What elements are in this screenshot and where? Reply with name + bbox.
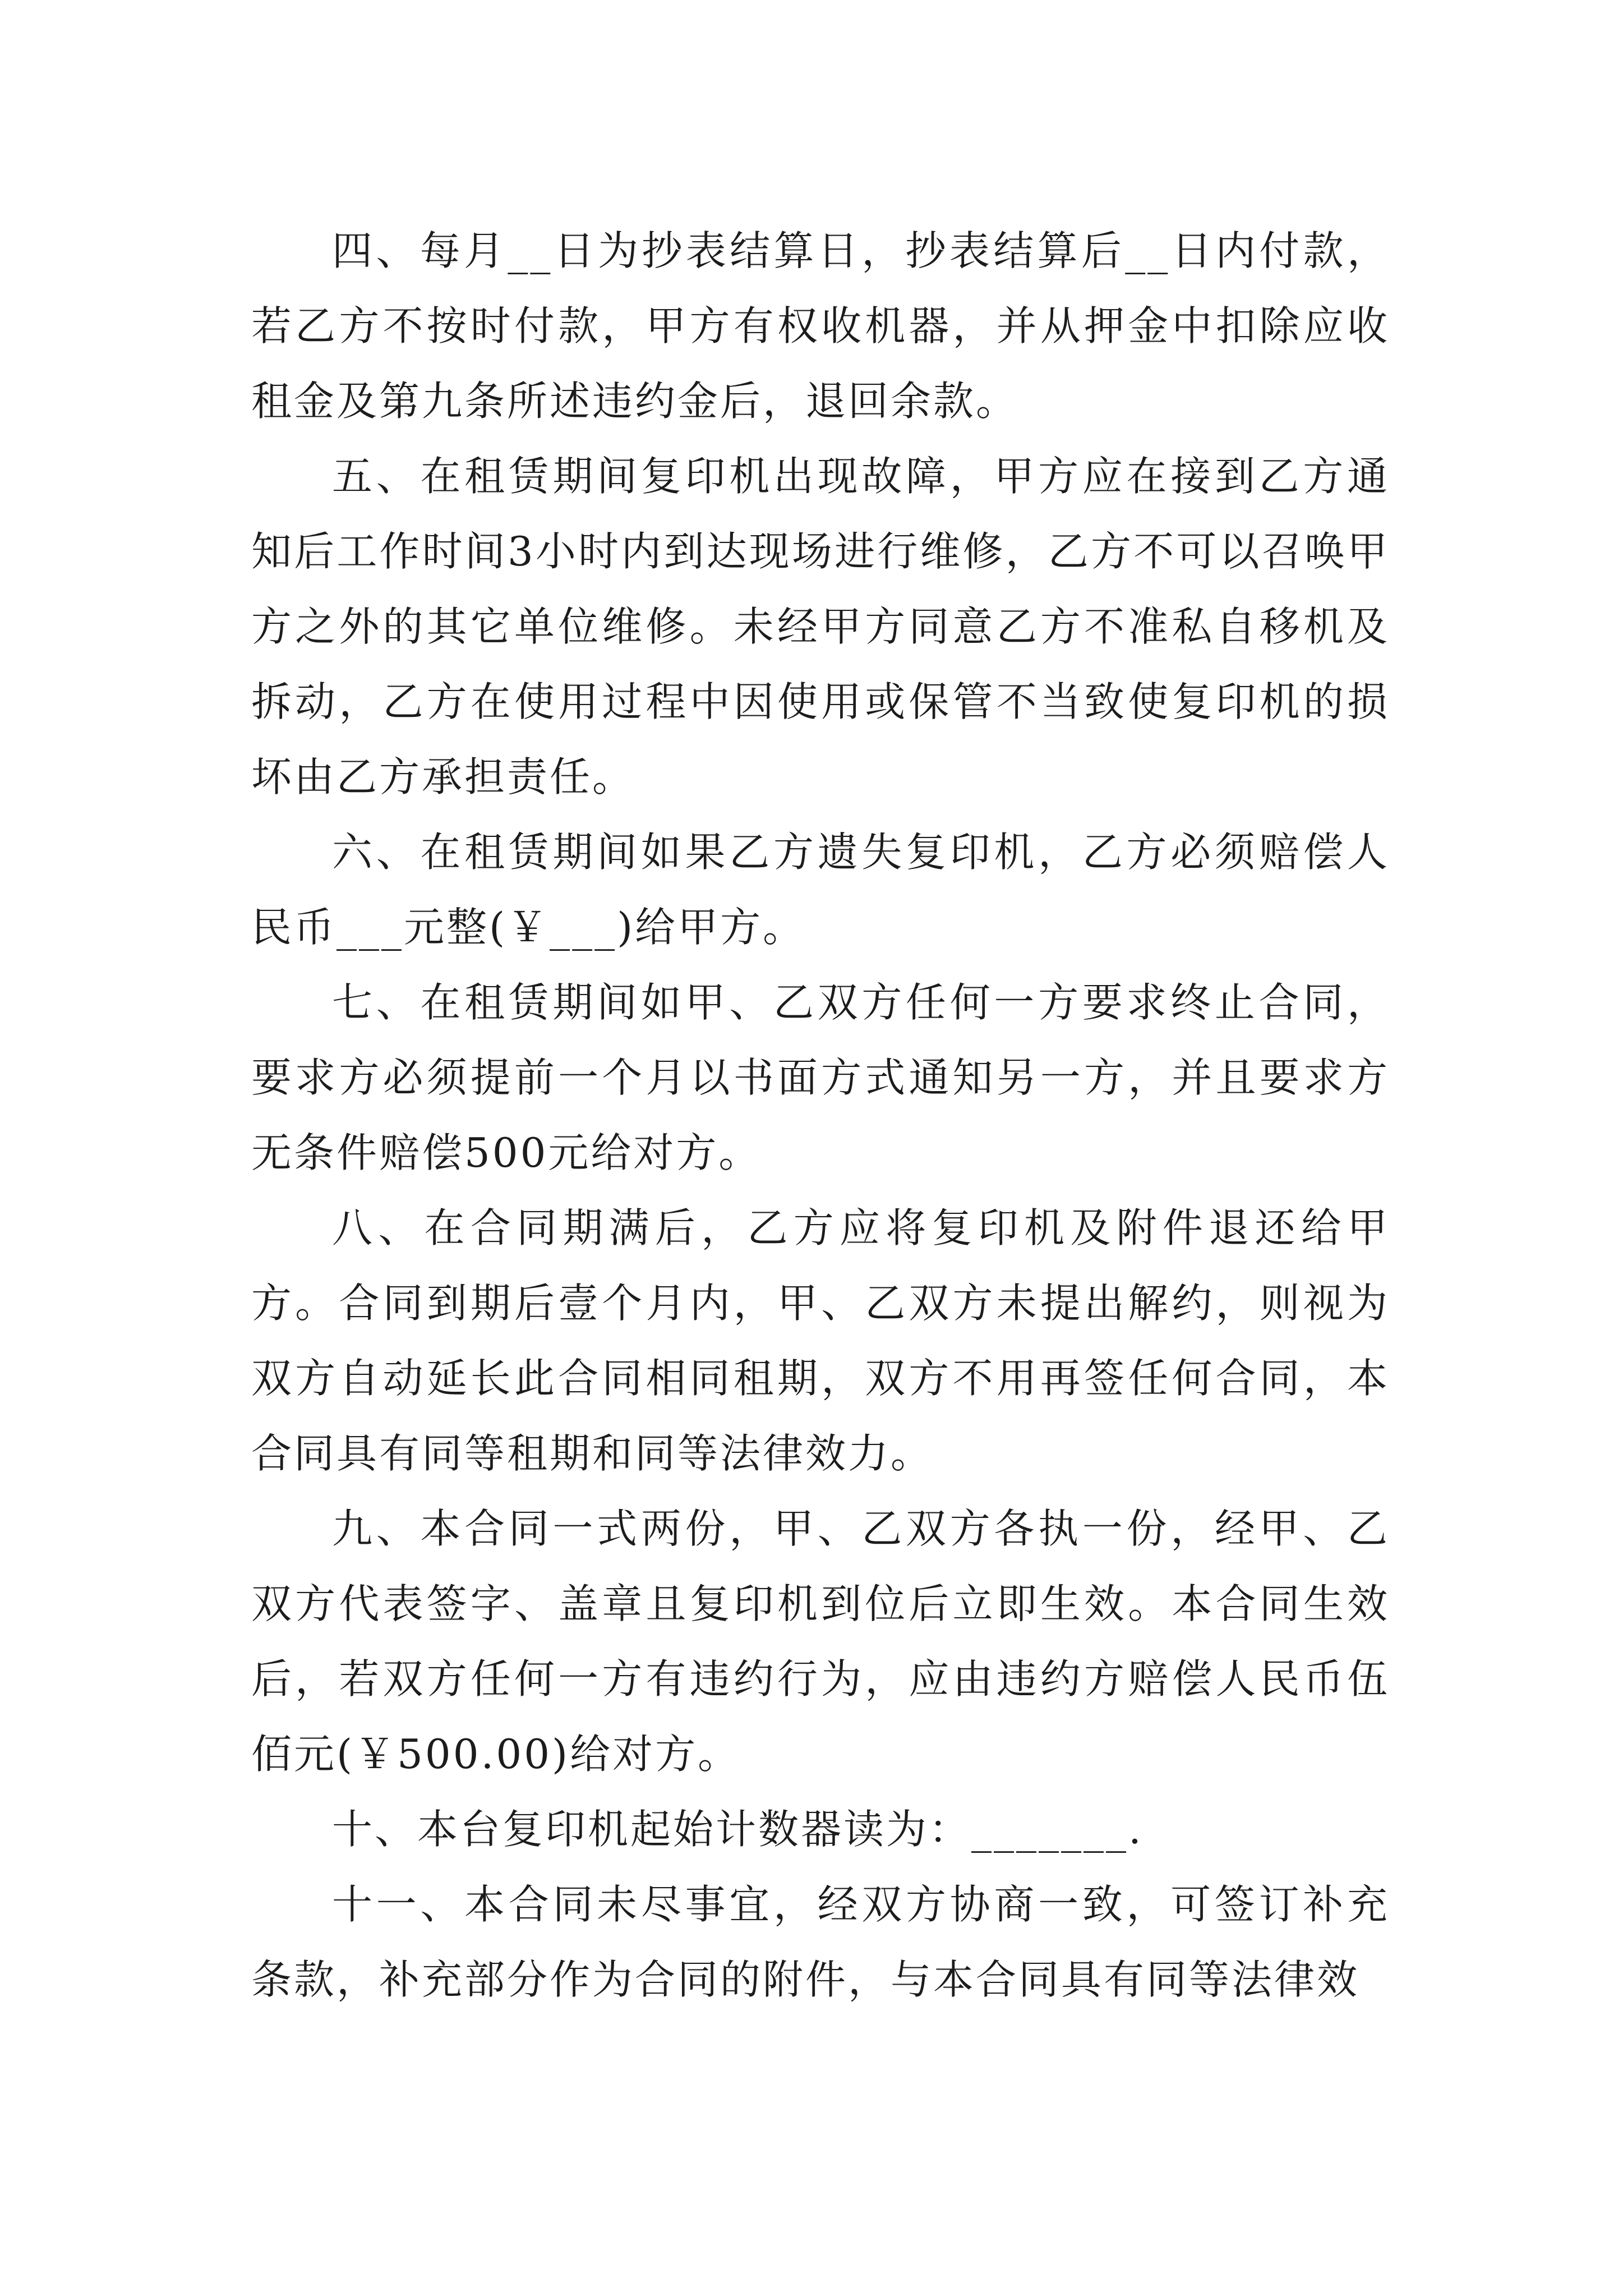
clause-10: 十、本台复印机起始计数器读为：_______. bbox=[332, 1806, 1144, 1853]
clause-11: 十一、本合同未尽事宜，经双方协商一致，可签订补充条款，补充部分作为合同的附件，与本合同具有同等法律效 bbox=[251, 1881, 1390, 2003]
clause-4: 四、每月__日为抄表结算日，抄表结算后__日内付款，若乙方不按时付款，甲方有权收机器，并从押金中扣除应收租金及第九条所述违约金后，退回余款。 bbox=[251, 227, 1390, 425]
contract-body bbox=[251, 213, 1390, 2017]
clause-7: 七、在租赁期间如甲、乙双方任何一方要求终止合同，要求方必须提前一个月以书面方式通知另一方，并且要求方无条件赔偿500元给对方。 bbox=[251, 979, 1390, 1176]
clause-8: 八、在合同期满后，乙方应将复印机及附件退还给甲方。合同到期后壹个月内，甲、乙双方未提出解约，则视为双方自动延长此合同相同租期，双方不用再签任何合同，本合同具有同等租期和同等法律效力。 bbox=[251, 1204, 1390, 1477]
clause-5: 五、在租赁期间复印机出现故障，甲方应在接到乙方通知后工作时间3小时内到达现场进行维修，乙方不可以召唤甲方之外的其它单位维修。未经甲方同意乙方不准私自移机及拆动，乙方在使用过程中因使用或保管不当致使复印机的损坏由乙方承担责任。 bbox=[251, 453, 1390, 800]
clause-9: 九、本合同一式两份，甲、乙双方各执一份，经甲、乙双方代表签字、盖章且复印机到位后立即生效。本合同生效后，若双方任何一方有违约行为，应由违约方赔偿人民币伍佰元(￥500.00)给对方。 bbox=[251, 1505, 1390, 1778]
clause-6: 六、在租赁期间如果乙方遗失复印机，乙方必须赔偿人民币___元整(￥___)给甲方。 bbox=[251, 829, 1390, 951]
